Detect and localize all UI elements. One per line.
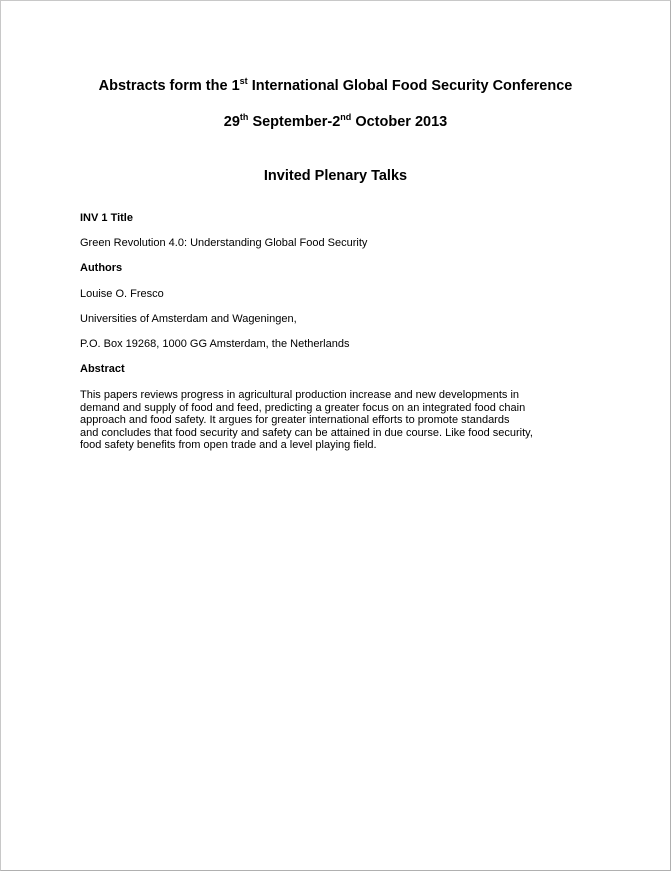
conference-title-text: Abstracts form the 1 [98,78,240,94]
abstract-line: food safety benefits from open trade and a level playing field. [80,439,377,451]
end-day-suffix: nd [340,112,352,122]
author-name: Louise O. Fresco [80,288,164,300]
ordinal-suffix: st [239,76,248,86]
conference-title-rest: International Global Food Security Conference [247,78,573,94]
conference-dates [0,114,671,130]
abstract-line: and concludes that food security and safety can be attained in due course. Like food security, [80,426,533,439]
section-title: Invited Plenary Talks [263,168,408,184]
talk-title-label: INV 1 Title [80,212,133,224]
abstract-label: Abstract [80,363,125,375]
end-month-year: October 2013 [351,114,448,130]
abstract-line: approach and food safety. It argues for greater international efforts to promote standards [80,414,510,426]
start-day-suffix: th [239,112,249,122]
date-range-middle: September-2 [248,114,341,130]
abstract-line: This papers reviews progress in agricultural production increase and new developments in [80,389,520,401]
talk-title: Green Revolution 4.0: Understanding Global Food Security [80,237,368,249]
author-address: P.O. Box 19268, 1000 GG Amsterdam, the Netherlands [80,338,350,350]
conference-title [0,78,671,94]
authors-label: Authors [80,262,123,274]
abstract-line: demand and supply of food and feed, predicting a greater focus on an integrated food chain [80,401,526,414]
start-day: 29 [223,114,240,130]
abstract-body [80,389,550,452]
author-affiliation: Universities of Amsterdam and Wageningen, [80,313,297,325]
